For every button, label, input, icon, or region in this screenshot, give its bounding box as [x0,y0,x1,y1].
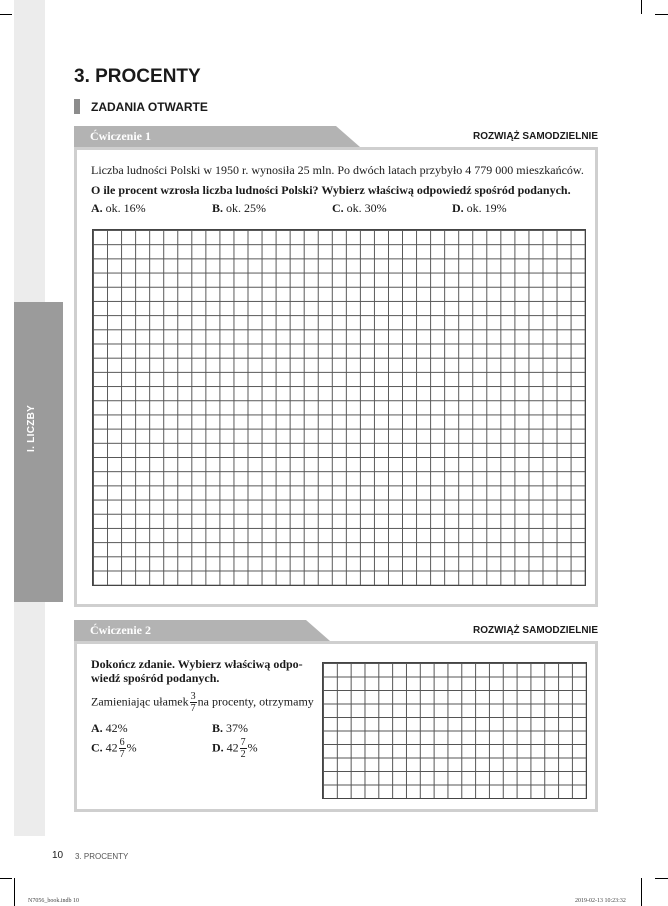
answer-letter: B. [212,721,224,735]
answer-letter: D. [212,740,224,755]
answer-text: 37% [226,721,249,735]
exercise1-intro: Liczba ludności Polski w 1950 r. wynosiła 25 mln. Po dwóch latach przybyło 4 779 000 mieszkańców. [91,163,584,177]
page-number: 10 [52,850,64,861]
crop-mark [655,14,668,15]
prompt-after: na procenty, otrzymamy [197,694,314,709]
fraction-denominator: 7 [190,703,196,714]
percent-sign: % [247,740,258,755]
side-tab-label: I. LICZBY [26,404,37,452]
prompt-before: Zamieniając ułamek [91,694,189,709]
exercise2-question-line1: Dokończ zdanie. Wybierz właściwą odpo- [91,657,303,671]
print-slug-date: 2019-02-13 10:23:32 [575,898,626,904]
answer-letter: A. [91,721,103,735]
mixed-whole: 42 [105,740,118,755]
answer-text: ok. 19% [466,201,507,215]
section-marker [74,99,80,114]
exercise1-header [74,126,364,147]
mixed-whole: 42 [226,740,239,755]
chapter-title: 3. PROCENTY [74,66,201,87]
crop-mark [0,878,12,879]
exercise2-prompt [91,691,314,714]
exercise1-mode: ROZWIĄŻ SAMODZIELNIE [473,131,598,142]
crop-mark [0,14,12,15]
answer-letter: D. [452,201,464,215]
exercise2-answer-b [212,721,248,736]
answer-letter: B. [212,201,224,215]
exercise1-question: O ile procent wzrosła liczba ludności Polski? Wybierz właściwą odpowiedź spośród podanych. [91,183,571,197]
exercise1-answer-b [212,201,266,216]
exercise2-answer-d [212,737,258,760]
crop-mark [14,878,15,906]
crop-mark [641,878,642,906]
answer-text: ok. 16% [105,201,146,215]
answer-text: ok. 30% [346,201,387,215]
exercise2-header [74,620,364,641]
exercise2-mode: ROZWIĄŻ SAMODZIELNIE [473,625,598,636]
answer-text: ok. 25% [226,201,267,215]
fraction-numerator: 6 [119,737,125,748]
exercise2-question-line2: wiedź spośród podanych. [91,671,220,685]
section-title: ZADANIA OTWARTE [91,100,208,114]
fraction-denominator: 7 [119,749,125,760]
exercise1-answer-d [452,201,507,216]
exercise2-answer-a [91,721,128,736]
fraction-numerator: 7 [240,737,246,748]
crop-mark [641,0,642,14]
footer-chapter: 3. PROCENTY [75,852,129,861]
answer-letter: C. [332,201,344,215]
fraction [119,737,126,760]
exercise2-label: Ćwiczenie 2 [90,623,151,637]
crop-mark [655,878,668,879]
fraction-numerator: 3 [190,691,196,702]
percent-sign: % [126,740,137,755]
fraction-denominator: 2 [240,749,246,760]
print-slug-file: N7056_book.indb 10 [28,898,79,904]
chapter-side-tab [14,302,63,602]
fraction [240,737,247,760]
answer-text: 42% [105,721,128,735]
exercise1-answer-grid[interactable] [92,229,586,586]
answer-letter: C. [91,740,103,755]
exercise2-answer-c [91,737,137,760]
answer-letter: A. [91,201,103,215]
exercise1-answer-a [91,201,146,216]
exercise2-answer-grid[interactable] [322,662,587,799]
exercise1-label: Ćwiczenie 1 [90,129,151,143]
fraction [190,691,197,714]
exercise1-answer-c [332,201,387,216]
